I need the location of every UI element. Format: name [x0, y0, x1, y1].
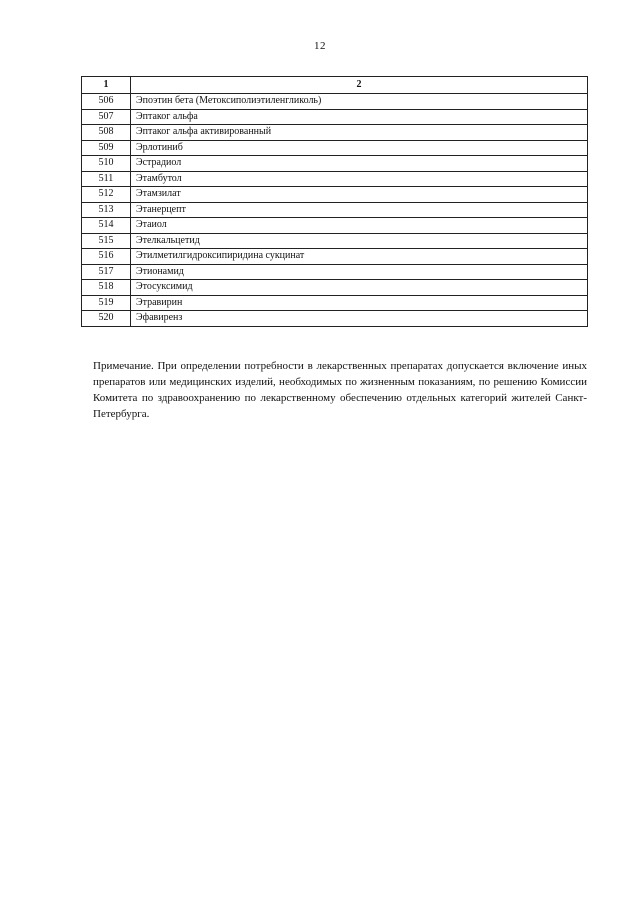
drug-name: Этамзилат — [131, 187, 588, 203]
table-row — [82, 140, 588, 156]
drug-name: Эрлотиниб — [131, 140, 588, 156]
drug-name: Этравирин — [131, 295, 588, 311]
drug-name: Эптаког альфа — [131, 109, 588, 125]
drug-name: Этанерцепт — [131, 202, 588, 218]
table-row — [82, 249, 588, 265]
table-row — [82, 311, 588, 327]
drug-name: Эпоэтин бета (Метоксиполиэтиленгликоль) — [131, 94, 588, 110]
table-row — [82, 171, 588, 187]
table-row — [82, 295, 588, 311]
drug-name: Этамбутол — [131, 171, 588, 187]
table-row — [82, 125, 588, 141]
table-row — [82, 218, 588, 234]
table-row — [82, 233, 588, 249]
drug-name: Эфавиренз — [131, 311, 588, 327]
drug-name: Этелкальцетид — [131, 233, 588, 249]
row-number: 506 — [82, 94, 131, 110]
row-number: 518 — [82, 280, 131, 296]
page-number: 12 — [314, 40, 326, 52]
row-number: 512 — [82, 187, 131, 203]
table-row — [82, 187, 588, 203]
table-row — [82, 264, 588, 280]
column-header-number: 1 — [82, 77, 131, 94]
row-number: 514 — [82, 218, 131, 234]
row-number: 508 — [82, 125, 131, 141]
table-row — [82, 156, 588, 172]
table-header-row — [82, 77, 588, 94]
row-number: 517 — [82, 264, 131, 280]
row-number: 511 — [82, 171, 131, 187]
drug-table — [81, 76, 588, 327]
drug-name: Этилметилгидроксипиридина сукцинат — [131, 249, 588, 265]
row-number: 507 — [82, 109, 131, 125]
row-number: 516 — [82, 249, 131, 265]
table-row — [82, 94, 588, 110]
drug-name: Этаиол — [131, 218, 588, 234]
note-paragraph: Примечание. При определении потребности в лекарственных препаратах допускается включение иных препаратов или медицинских изделий, необходимых по жизненным показаниям, по решению Комиссии Комитета по здравоохранению по лекарственному обеспечению отдельных категорий жителей Санкт-Петербурга. — [93, 360, 587, 420]
row-number: 515 — [82, 233, 131, 249]
drug-name: Эстрадиол — [131, 156, 588, 172]
table-row — [82, 280, 588, 296]
row-number: 510 — [82, 156, 131, 172]
row-number: 513 — [82, 202, 131, 218]
row-number: 509 — [82, 140, 131, 156]
table-row — [82, 109, 588, 125]
drug-name: Этосуксимид — [131, 280, 588, 296]
drug-name: Этионамид — [131, 264, 588, 280]
table-row — [82, 202, 588, 218]
column-header-name: 2 — [131, 77, 588, 94]
drug-name: Эптаког альфа активированный — [131, 125, 588, 141]
row-number: 519 — [82, 295, 131, 311]
row-number: 520 — [82, 311, 131, 327]
